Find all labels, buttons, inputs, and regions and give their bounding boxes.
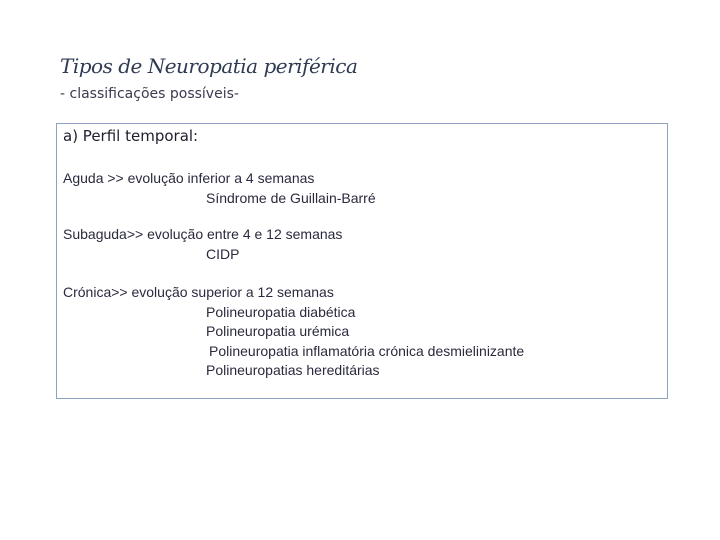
cronica-item: Polineuropatias hereditárias <box>206 362 380 378</box>
group-subaguda <box>63 225 342 264</box>
cronica-line: Crónica>> evolução superior a 12 semanas <box>63 284 334 300</box>
group-aguda <box>63 169 376 208</box>
aguda-item: Síndrome de Guillain-Barré <box>206 189 376 206</box>
cronica-item: Polineuropatia inflamatória crónica desmielinizante <box>209 342 525 359</box>
cronica-item: Polineuropatia urémica <box>206 323 350 339</box>
subaguda-item: CIDP <box>206 245 240 262</box>
slide-subtitle: - classificações possíveis- <box>60 86 239 102</box>
content-box <box>56 123 668 399</box>
cronica-item: Polineuropatia diabética <box>206 303 356 320</box>
aguda-line: Aguda >> evolução inferior a 4 semanas <box>63 170 315 186</box>
slide-title: Tipos de Neuropatia periférica <box>60 54 358 78</box>
group-cronica <box>63 283 524 381</box>
box-heading: a) Perfil temporal: <box>63 127 199 145</box>
subaguda-line: Subaguda>> evolução entre 4 e 12 semanas <box>63 226 343 242</box>
